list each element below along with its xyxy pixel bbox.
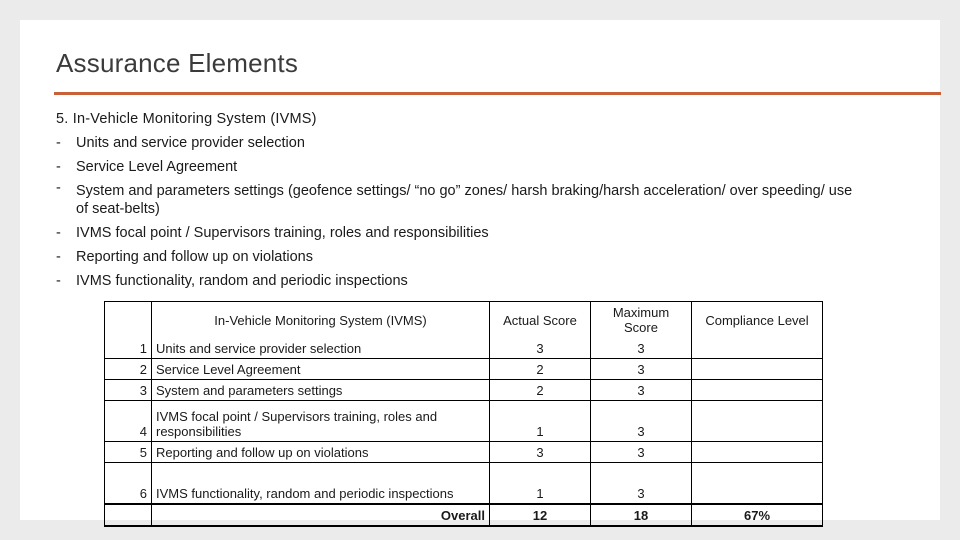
row-number: 1 [105, 338, 152, 359]
bullet-dash: - [56, 249, 61, 265]
header-num-cell [105, 302, 152, 339]
content-body [56, 107, 856, 293]
row-item: Reporting and follow up on violations [152, 442, 490, 463]
row-number: 4 [105, 401, 152, 442]
header-item: In-Vehicle Monitoring System (IVMS) [152, 302, 490, 339]
section-heading: 5. In-Vehicle Monitoring System (IVMS) [56, 111, 317, 127]
total-label: Overall [152, 504, 490, 526]
row-number: 5 [105, 442, 152, 463]
bullet-text: Reporting and follow up on violations [76, 249, 313, 265]
row-actual: 1 [490, 401, 591, 442]
row-item: Units and service provider selection [152, 338, 490, 359]
row-number: 2 [105, 359, 152, 380]
title-divider [54, 92, 941, 95]
slide-title: Assurance Elements [56, 48, 299, 78]
table-row [105, 380, 823, 401]
total-maximum: 18 [591, 504, 692, 526]
row-maximum: 3 [591, 442, 692, 463]
row-compliance [692, 442, 823, 463]
table-row [105, 442, 823, 463]
list-item [56, 179, 856, 221]
header-maximum: Maximum Score [591, 302, 692, 339]
row-actual: 2 [490, 380, 591, 401]
list-item [56, 131, 856, 155]
row-maximum: 3 [591, 463, 692, 505]
header-compliance: Compliance Level [692, 302, 823, 339]
row-compliance [692, 380, 823, 401]
bullet-text: System and parameters settings (geofence settings/ “no go” zones/ harsh braking/harsh acceleration/ over speeding/ use of seat-belts) [76, 183, 853, 217]
bullet-list [56, 131, 856, 293]
row-actual: 3 [490, 442, 591, 463]
score-table [104, 301, 823, 527]
table-header-row [105, 302, 823, 339]
row-number: 6 [105, 463, 152, 505]
bullet-dash: - [56, 225, 61, 241]
row-maximum: 3 [591, 401, 692, 442]
row-item: Service Level Agreement [152, 359, 490, 380]
table-row [105, 463, 823, 505]
slide [20, 20, 940, 523]
row-item: System and parameters settings [152, 380, 490, 401]
header-actual: Actual Score [490, 302, 591, 339]
row-maximum: 3 [591, 359, 692, 380]
row-actual: 2 [490, 359, 591, 380]
row-item: IVMS functionality, random and periodic inspections [152, 463, 490, 505]
row-number: 3 [105, 380, 152, 401]
table-row [105, 401, 823, 442]
bullet-dash: - [56, 135, 61, 151]
bullet-text: Units and service provider selection [76, 135, 305, 151]
total-num-cell [105, 504, 152, 526]
total-actual: 12 [490, 504, 591, 526]
bullet-text: IVMS functionality, random and periodic inspections [76, 273, 408, 289]
list-item [56, 155, 856, 179]
bullet-text: Service Level Agreement [76, 159, 238, 175]
row-compliance [692, 463, 823, 505]
row-compliance [692, 359, 823, 380]
row-compliance [692, 401, 823, 442]
bullet-dash: - [56, 273, 61, 289]
list-item [56, 245, 856, 269]
row-compliance [692, 338, 823, 359]
bullet-dash: - [56, 180, 61, 196]
list-item [56, 269, 856, 293]
bullet-dash: - [56, 159, 61, 175]
row-maximum: 3 [591, 380, 692, 401]
table-row [105, 338, 823, 359]
table-row [105, 359, 823, 380]
table-total-row [105, 504, 823, 526]
row-maximum: 3 [591, 338, 692, 359]
list-item [56, 221, 856, 245]
row-actual: 3 [490, 338, 591, 359]
row-actual: 1 [490, 463, 591, 505]
row-item: IVMS focal point / Supervisors training, roles and responsibilities [152, 401, 490, 442]
total-compliance: 67% [692, 504, 823, 526]
bullet-text: IVMS focal point / Supervisors training, roles and responsibilities [76, 225, 489, 241]
